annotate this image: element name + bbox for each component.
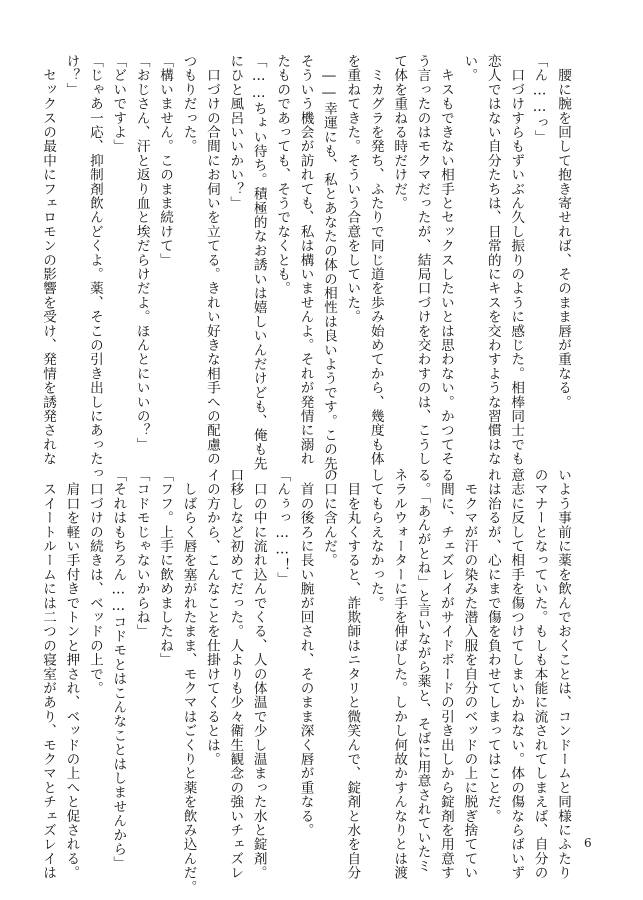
text-line: いよう事前に薬を飲んでおくことは、コンドームと同様にふたり <box>555 468 571 880</box>
text-line: け？」 <box>63 54 80 97</box>
text-line: しばらく唇を塞がれたまま、モクマはごくりと薬を飲み込んだ。 <box>180 468 197 894</box>
text-line: ミカグラを発ち、ふたりで同じ道を歩み始めてから、幾度も体 <box>367 54 384 466</box>
text-line: 口づけすらもずいぶん久し振りのように感じた。相棒同士でも <box>508 54 525 466</box>
text-line: る間に、チェズレイがサイドボードの引き出しから錠剤を用意す <box>437 468 454 880</box>
text-line: イの方から、こんなことを仕掛けてくるとは。 <box>203 468 220 767</box>
text-line: れは治るが、心にまで傷を負わせてしまってはことだ。 <box>484 468 501 823</box>
text-line: セックスの最中にフェロモンの影響を受け、発情を誘発されな <box>40 54 57 466</box>
text-line: ネラルウォーターに手を伸ばした。しかし何故かすんなりとは渡 <box>391 468 408 880</box>
text-line: にひと風呂いいかい？」 <box>227 54 244 211</box>
text-line: 「構いません。このまま続けて」 <box>157 54 174 267</box>
text-line: キスもできない相手とセックスしたいとは思わない。かつてそ <box>437 54 454 466</box>
text-line: のマナーとなっていた。もしも本能に流されてしまえば、自分の <box>531 468 548 880</box>
text-line: う言ったのはモクマだったが、結局口づけを交わすのは、こうし <box>414 54 431 466</box>
text-line: 恋人ではない自分たちは、日常的にキスを交わすような習慣はな <box>484 54 501 466</box>
text-line: 「コドモじゃないからね」 <box>133 468 150 639</box>
text-line: 腰に腕を回して抱き寄せれば、そのまま唇が重なる。 <box>555 54 571 409</box>
text-line: て体を重ねる時だけだ。 <box>391 54 408 211</box>
text-line: 「……ちょい待ち。積極的なお誘いは嬉しいんだけども、俺も先 <box>250 54 267 471</box>
text-line: 意志に反して相手を傷つけてしまいかねない。体の傷ならばいず <box>508 468 525 880</box>
text-line: 首の後ろに長い腕が回され、そのまま深く唇が重なる。 <box>297 468 314 838</box>
text-line: たものであっても、そうでなくとも。 <box>274 54 291 296</box>
text-line: 目を丸くすると、詐欺師はニタリと微笑んで、錠剤と水を自分 <box>344 468 361 880</box>
text-line: 「どいですよ」 <box>110 54 127 154</box>
text-line: の口に含んだ。 <box>320 468 337 568</box>
text-line: る。「あんがとね」と言いながら薬と、そばに用意されていたミ <box>414 468 431 873</box>
text-line: い。 <box>461 54 478 83</box>
text-block-upper <box>40 54 574 485</box>
text-line: そういう機会が訪れても、私は構いませんよ。それが発情に溺れ <box>297 54 314 466</box>
text-line: 「んぅっ……！」 <box>274 468 291 587</box>
text-line: 口移しなど初めてだった。人よりも少々衛生観念の強いチェズレ <box>227 468 244 880</box>
text-line: 口づけの合間にお伺いを立てる。きれい好きな相手への配慮の <box>203 54 220 466</box>
text-line: モクマが汗の染みた潜入服を自分のベッドの上に脱ぎ捨ててい <box>461 468 478 880</box>
text-block-lower <box>40 468 574 894</box>
text-line: 「それはもちろん……コドモとはこんなことはしませんから」 <box>110 468 127 871</box>
text-line: つもりだった。 <box>180 54 197 154</box>
text-line: してもらえなかった。 <box>367 468 384 610</box>
text-line: 「じゃあ一応、抑制剤飲んどくよ。薬、そこの引き出しにあったっ <box>86 54 103 480</box>
page-number: 6 <box>584 836 592 850</box>
text-line: スイートルームには二つの寝室があり、モクマとチェズレイは <box>40 468 57 880</box>
text-line: ――幸運にも、私とあなたの体の相性は良いようです。この先、 <box>320 54 337 485</box>
text-line: 口の中に流れ込んでくる、人の体温で少し温まった水と錠剤。 <box>250 468 267 880</box>
text-line: 肩口を軽い手付きでトンと押され、ベッドの上へと促される。 <box>63 468 80 880</box>
text-line: 口づけの続きは、ベッドの上で。 <box>86 468 103 696</box>
text-line: 「おじさん、汗と返り血と埃だらけだよ。ほんとにいいの？」 <box>133 54 150 452</box>
text-line: 「フフ。上手に飲めましたね」 <box>157 468 174 667</box>
text-line: 「ん……っ」 <box>531 54 548 144</box>
text-line: を重ねてきた。そういう合意をしていた。 <box>344 54 361 324</box>
